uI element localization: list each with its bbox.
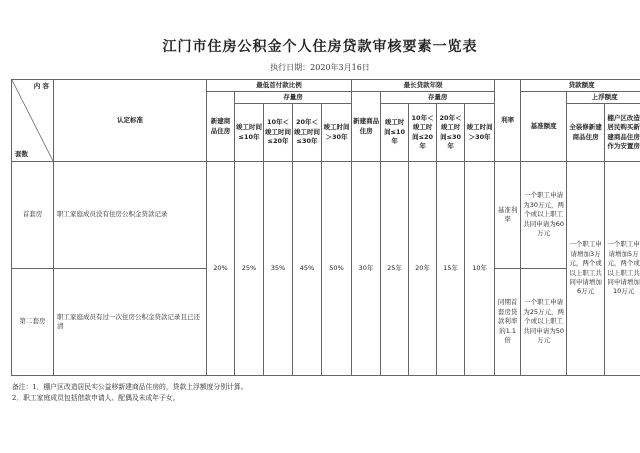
second-home-criteria: 职工家庭成员有过一次住房公积金贷款记录且已还清 (54, 269, 207, 376)
upward-full-decor-header: 全装修新建商品住房 (567, 104, 605, 162)
base-amount-header: 基准额度 (521, 92, 567, 162)
term-age4-value: 10年 (465, 162, 495, 376)
criteria-header: 认定标准 (54, 80, 207, 162)
down-age3-value: 45% (293, 162, 322, 376)
down-new-value: 20% (207, 162, 235, 376)
footnotes (12, 382, 247, 404)
term-new-commercial-header: 新建商品住房 (352, 92, 381, 162)
down-age4-header: 竣工时间＞30年 (322, 104, 352, 162)
term-new-value: 30年 (352, 162, 381, 376)
first-home-rate: 基准利率 (495, 162, 521, 269)
table-row (12, 162, 640, 269)
down-age1-value: 25% (235, 162, 264, 376)
max-term-header: 最长贷款年限 (352, 80, 495, 92)
upward-amount-header: 上浮额度 (567, 92, 640, 104)
page-title: 江门市住房公积金个人住房贷款审核要素一览表 (162, 39, 478, 55)
term-age3-value: 15年 (437, 162, 465, 376)
loan-requirements-table (11, 79, 640, 376)
down-age2-header: 10年＜竣工时间≤20年 (264, 104, 293, 162)
corner-count-label: 套数 (15, 149, 28, 158)
upward-shanty-value: 一个职工申请增加5万元，两个或以上职工共同申请增加10万元 (605, 162, 640, 376)
second-home-base-amount: 一个职工申请为25万元，两个或以上职工共同申请为50万元 (521, 269, 567, 376)
first-home-label: 首套房 (12, 162, 54, 269)
term-age3-header: 20年＜竣工时间≤30年 (437, 104, 465, 162)
term-stock-header: 存量房 (381, 92, 495, 104)
footnote-2: 2．职工家庭成员包括借款申请人、配偶及未成年子女。 (12, 393, 180, 402)
term-age2-value: 20年 (409, 162, 437, 376)
corner-content-label: 内 容 (33, 82, 49, 90)
term-age1-value: 25年 (381, 162, 409, 376)
second-home-label: 第二套房 (12, 269, 54, 376)
upward-shanty-header: 棚户区改造居民购买新建商品住房作为安置房 (605, 104, 640, 162)
min-down-payment-header: 最低首付款比例 (207, 80, 352, 92)
down-age4-value: 50% (322, 162, 352, 376)
first-home-criteria: 职工家庭成员没有住房公积金贷款记录 (54, 162, 207, 269)
term-age1-header: 竣工时间≤10年 (381, 104, 409, 162)
upward-full-decor-value: 一个职工申请增加3万元，两个或以上职工共同申请增加6万元 (567, 162, 605, 376)
term-age4-header: 竣工时间＞30年 (465, 104, 495, 162)
second-home-rate: 同期首套房贷款利率的1.1倍 (495, 269, 521, 376)
down-stock-header: 存量房 (235, 92, 352, 104)
loan-amount-header: 贷款额度 (521, 80, 640, 92)
down-age3-header: 20年＜竣工时间≤30年 (293, 104, 322, 162)
down-age1-header: 竣工时间≤10年 (235, 104, 264, 162)
term-age2-header: 10年＜竣工时间≤20年 (409, 104, 437, 162)
corner-header-cell (12, 80, 54, 162)
down-new-commercial-header: 新建商品住房 (207, 92, 235, 162)
footnote-1: 备注：1．棚户区改造居民实公益移新建商品住房的，贷款上浮额度分别计算。 (12, 383, 248, 391)
down-age2-value: 35% (264, 162, 293, 376)
execution-date: 执行日期：2020年3月16日 (270, 63, 370, 72)
first-home-base-amount: 一个职工申请为30万元，两个或以上职工共同申请为60万元 (521, 162, 567, 269)
rate-header: 利率 (495, 80, 521, 162)
